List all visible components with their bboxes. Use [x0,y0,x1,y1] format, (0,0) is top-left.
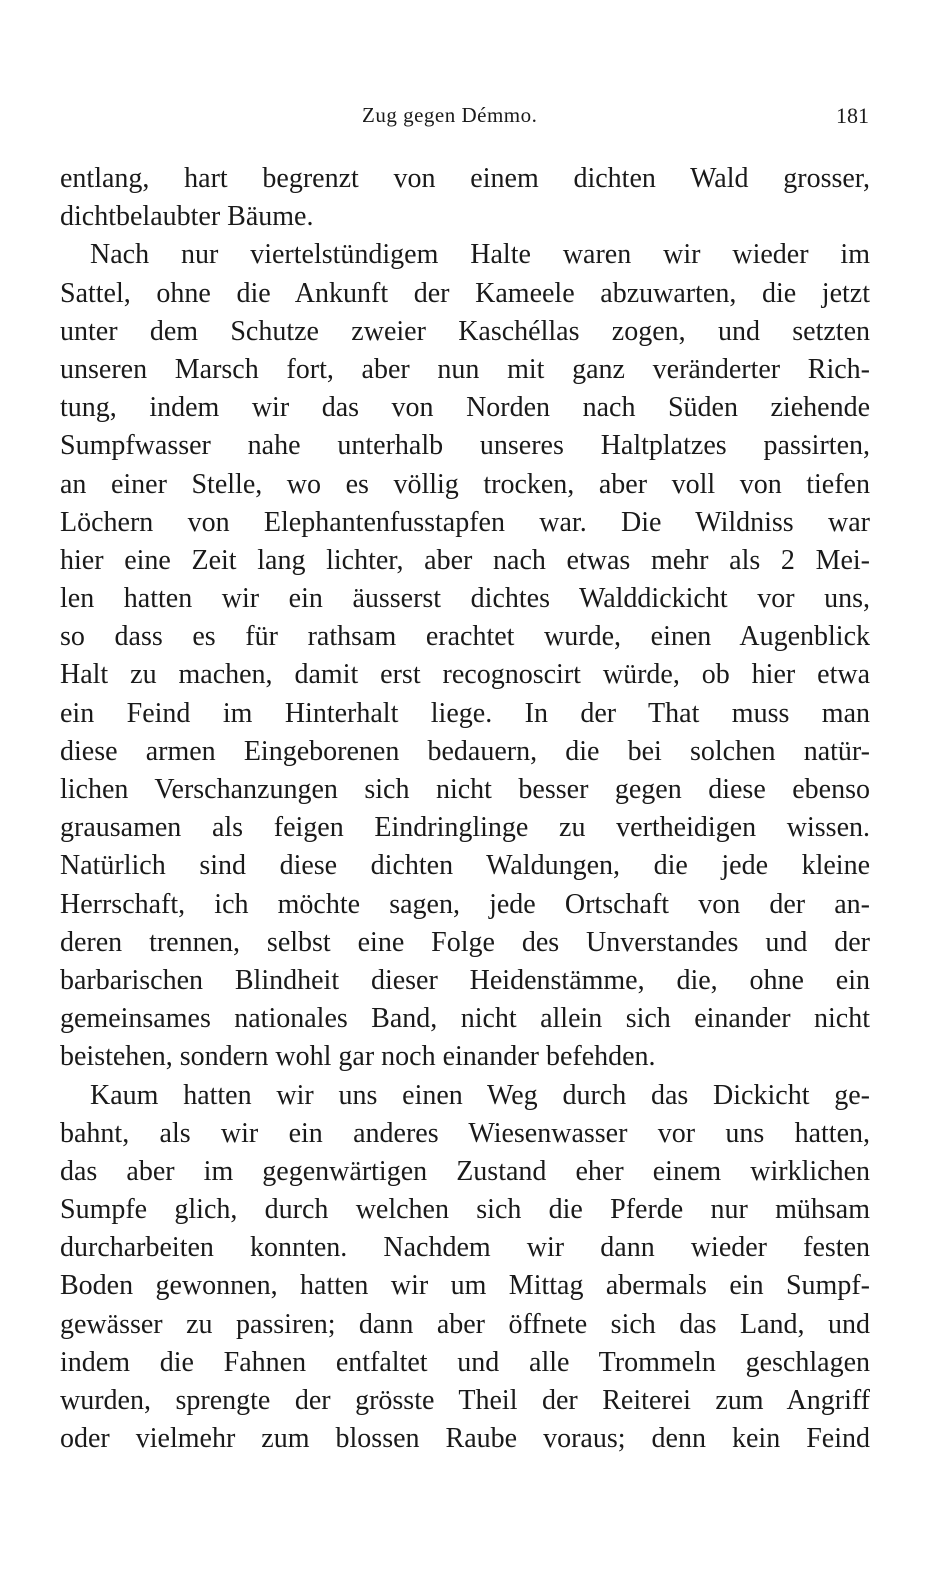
text-line: tung, indem wir das von Norden nach Süden ziehende [60,392,870,424]
text-line: Sumpfe glich, durch welchen sich die Pferde nur mühsam [60,1194,870,1226]
text-line: diese armen Eingeborenen bedauern, die bei solchen natür- [60,735,870,767]
text-line: hier eine Zeit lang lichter, aber nach etwas mehr als 2 Mei- [60,544,870,576]
text-line: unter dem Schutze zweier Kaschéllas zogen, und setzten [60,315,870,347]
text-line: dichtbelaubter Bäume. [60,201,314,233]
text-line: ein Feind im Hinterhalt liege. In der That muss man [60,697,870,729]
body-text [60,160,870,1458]
text-line: len hatten wir ein äusserst dichtes Walddickicht vor uns, [60,583,870,615]
text-line: Boden gewonnen, hatten wir um Mittag abermals ein Sumpf- [60,1270,870,1302]
text-line: gewässer zu passiren; dann aber öffnete sich das Land, und [60,1308,870,1340]
text-line: Kaum hatten wir uns einen Weg durch das Dickicht ge- [90,1079,870,1111]
text-line: durcharbeiten konnten. Nachdem wir dann wieder festen [60,1232,870,1264]
text-line: Sattel, ohne die Ankunft der Kameele abzuwarten, die jetzt [60,277,870,309]
text-line: an einer Stelle, wo es völlig trocken, aber voll von tiefen [60,468,870,500]
text-line: barbarischen Blindheit dieser Heidenstämme, die, ohne ein [60,964,870,996]
text-line: deren trennen, selbst eine Folge des Unverstandes und der [60,926,870,958]
text-line: Halt zu machen, damit erst recognoscirt würde, ob hier etwa [60,659,870,691]
text-line: unseren Marsch fort, aber nun mit ganz veränderter Rich- [60,353,870,385]
text-line: lichen Verschanzungen sich nicht besser gegen diese ebenso [60,774,870,805]
running-title: Zug gegen Démmo. [362,103,538,127]
text-line: so dass es für rathsam erachtet wurde, einen Augenblick [60,621,870,653]
text-line: Nach nur viertelstündigem Halte waren wir wieder im [90,239,870,271]
text-line: Herrschaft, ich möchte sagen, jede Ortschaft von der an- [60,888,870,920]
text-line: das aber im gegenwärtigen Zustand eher einem wirklichen [60,1155,870,1187]
text-line: wurden, sprengte der grösste Theil der Reiterei zum Angriff [60,1385,870,1416]
text-line: bahnt, als wir ein anderes Wiesenwasser vor uns hatten, [60,1117,870,1149]
text-line: gemeinsames nationales Band, nicht allein sich einander nicht [60,1003,870,1035]
text-line: oder vielmehr zum blossen Raube voraus; denn kein Feind [60,1423,870,1455]
text-line: beistehen, sondern wohl gar noch einander befehden. [60,1041,656,1073]
text-line: grausamen als feigen Eindringlinge zu vertheidigen wissen. [60,812,870,844]
text-line: Sumpfwasser nahe unterhalb unseres Haltplatzes passirten, [60,430,870,462]
text-line: entlang, hart begrenzt von einem dichten Wald grosser, [60,163,870,194]
text-line: Löchern von Elephantenfusstapfen war. Die Wildniss war [60,506,870,538]
text-line: indem die Fahnen entfaltet und alle Trommeln geschlagen [60,1346,870,1378]
text-line: Natürlich sind diese dichten Waldungen, die jede kleine [60,850,870,882]
page-number: 181 [836,103,869,128]
